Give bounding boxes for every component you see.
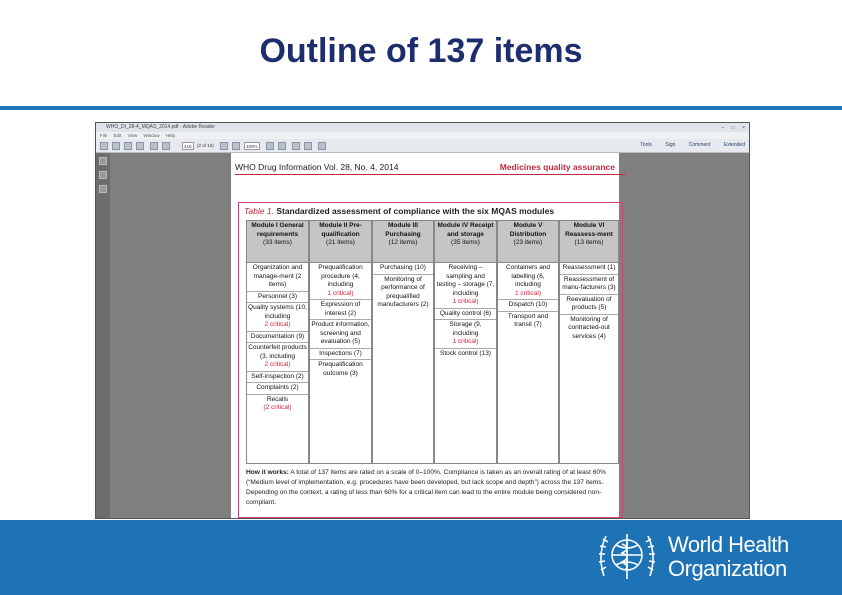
table-caption-title: Standardized assessment of compliance with the six MQAS modules: [276, 206, 555, 216]
item-text: Product information, screening and evaluation (5): [311, 321, 370, 345]
item-text: Storage (9, including: [449, 321, 482, 337]
item-critical: 1 critical): [452, 338, 479, 345]
item-critical: 2 critical): [264, 321, 291, 328]
item-critical: 1 critical): [327, 289, 354, 297]
maximize-button[interactable]: □: [731, 125, 735, 131]
create-icon[interactable]: [112, 142, 120, 150]
who-name-line-2: Organization: [668, 556, 787, 581]
module-item: [498, 312, 558, 331]
extended-link[interactable]: Extended: [723, 142, 745, 148]
page-thumbnails-icon[interactable]: [99, 157, 107, 165]
item-text: Transport and transit (7): [507, 312, 549, 328]
module-item: [310, 263, 371, 300]
module-item: [247, 292, 308, 304]
how-it-works-label: How it works:: [246, 469, 289, 476]
item-text: Reassessment (1): [562, 264, 616, 271]
module-item: [373, 275, 433, 311]
close-button[interactable]: ×: [742, 125, 745, 131]
attachments-icon[interactable]: [99, 185, 107, 193]
open-icon[interactable]: [100, 142, 108, 150]
item-text: Complaints (2): [256, 384, 299, 391]
viewer-toolbar: [96, 139, 749, 153]
module-item: [247, 303, 308, 332]
module-column-1: [246, 220, 309, 464]
module-header: [435, 221, 496, 263]
module-item: [498, 300, 558, 312]
zoom-input[interactable]: 100%: [244, 142, 260, 150]
item-text: Reevaluation of products (5): [566, 295, 612, 311]
module-item: [247, 343, 308, 372]
module-column-6: [559, 220, 619, 464]
module-item: [310, 300, 371, 320]
menu-edit[interactable]: Edit: [113, 133, 122, 138]
module-header: [310, 221, 371, 263]
sign-link[interactable]: Sign: [665, 142, 676, 148]
item-text: Documentation (9): [250, 332, 305, 340]
fit-width-icon[interactable]: [278, 142, 286, 150]
module-count: (35 items): [451, 239, 480, 246]
slide-title: Outline of 137 items: [259, 32, 583, 70]
module-count: (23 items): [513, 239, 543, 246]
item-critical: 1 critical): [514, 289, 541, 297]
full-screen-icon[interactable]: [318, 142, 326, 150]
print-icon[interactable]: [124, 142, 132, 150]
module-title: Module IV Receipt and storage: [437, 222, 494, 238]
module-column-4: [434, 220, 497, 464]
menu-window[interactable]: Window: [143, 133, 160, 138]
section-header: Medicines quality assurance: [499, 162, 615, 172]
window-controls: [715, 124, 745, 133]
fit-page-icon[interactable]: [266, 142, 274, 150]
module-header: [247, 221, 308, 263]
module-item: [498, 263, 558, 300]
minimize-button[interactable]: –: [721, 125, 725, 131]
page-number-input[interactable]: 415: [182, 142, 194, 150]
modules-table: [246, 220, 619, 464]
how-it-works-note: [246, 468, 614, 508]
module-item: [435, 309, 496, 321]
item-text: Counterfeit products (3, including: [248, 344, 307, 360]
table-caption: [244, 206, 554, 216]
module-header: [498, 221, 558, 263]
item-text: Monitoring of performance of prequalified manufacturers (2): [377, 275, 429, 308]
table-box: [238, 202, 623, 518]
viewer-title-bar: [96, 123, 749, 132]
email-icon[interactable]: [136, 142, 144, 150]
item-text: Monitoring of contracted-out services (4): [568, 315, 610, 340]
who-emblem-icon: [592, 524, 662, 586]
module-item: [247, 332, 308, 344]
page-down-icon[interactable]: [162, 142, 170, 150]
module-header: [560, 221, 618, 263]
header-rule: [235, 174, 625, 175]
module-title: Module VI Reassess-ment: [565, 222, 613, 238]
module-item: [373, 263, 433, 275]
item-critical: 1 critical): [452, 298, 479, 305]
how-it-works-text: A total of 137 items are rated on a scale of 0–100%. Compliance is taken as an overall rating of at least 60% (“Medium level of implementation, e.g. procedures have been developed, but lack scope and depth”) across the 137 items. Depending on the context, a rating of less than 60% for a critical item can lead to the entire module being considered non-compliant.: [246, 469, 606, 506]
viewer-window-title: WHO_DI_28-4_MQAS_2014.pdf - Adobe Reader: [106, 124, 215, 130]
module-count: (12 items): [388, 239, 418, 246]
module-item: [560, 263, 618, 275]
item-text: Self-inspection (2): [251, 372, 304, 380]
comment-icon[interactable]: [292, 142, 300, 150]
module-column-5: [497, 220, 559, 464]
module-item: [560, 275, 618, 295]
item-text: Purchasing (10): [380, 264, 426, 271]
item-text: Reassessment of manu-facturers (3): [562, 275, 616, 291]
item-text: Containers and labelling (6, including: [505, 264, 551, 288]
journal-header: WHO Drug Information Vol. 28, No. 4, 2014: [235, 162, 399, 172]
module-item: [435, 320, 496, 349]
page-count: (2 of 10): [197, 143, 214, 148]
menu-view[interactable]: View: [127, 133, 138, 138]
item-text: Quality control (6): [439, 309, 492, 317]
module-item: [247, 395, 308, 414]
module-item: [247, 372, 308, 384]
item-critical: (2 critical): [263, 404, 292, 411]
module-item: [560, 295, 618, 315]
zoom-in-icon[interactable]: [232, 142, 240, 150]
comment-link[interactable]: Comment: [688, 142, 711, 148]
module-item: [247, 383, 308, 395]
module-column-3: [372, 220, 434, 464]
module-item: [560, 315, 618, 343]
menu-help[interactable]: Help: [165, 133, 176, 138]
module-column-2: [309, 220, 372, 464]
bookmarks-icon[interactable]: [99, 171, 107, 179]
highlight-icon[interactable]: [304, 142, 312, 150]
item-text: Prequalification procedure (4, including: [318, 264, 363, 288]
item-critical: 2 critical): [264, 361, 291, 368]
module-item: [310, 349, 371, 361]
item-text: Prequalification outcome (3): [318, 361, 363, 377]
menu-file[interactable]: File: [100, 133, 108, 138]
module-title: Module I General requirements: [251, 222, 304, 238]
module-item: [310, 360, 371, 379]
module-item: [435, 263, 496, 309]
item-text: Inspections (7): [319, 349, 362, 357]
tools-link[interactable]: Tools: [640, 142, 652, 148]
module-count: (21 items): [326, 239, 355, 246]
pdf-page: [231, 153, 619, 519]
module-item: [247, 263, 308, 292]
module-item: [310, 320, 371, 349]
pdf-viewer-screenshot: [95, 122, 750, 519]
table-caption-label: Table 1.: [244, 206, 274, 216]
item-text: Dispatch (10): [508, 301, 548, 308]
module-item: [435, 349, 496, 360]
module-count: (33 items): [263, 239, 292, 246]
navigation-rail: [96, 153, 110, 519]
item-text: Quality systems (10, including: [248, 304, 307, 320]
viewer-right-links: [628, 142, 745, 148]
module-title: Module III Purchasing: [385, 222, 421, 238]
zoom-out-icon[interactable]: [220, 142, 228, 150]
module-title: Module V Distribution: [509, 222, 547, 238]
item-text: Recalls: [266, 395, 289, 403]
module-header: [373, 221, 433, 263]
item-text: Personnel (3): [257, 292, 298, 300]
module-title: Module II Pre-qualification: [319, 222, 362, 238]
title-divider: [0, 106, 842, 110]
page-up-icon[interactable]: [150, 142, 158, 150]
item-text: Stock control (13): [440, 349, 491, 357]
who-name-line-1: World Health: [668, 532, 789, 557]
viewer-menu-bar: [96, 132, 749, 139]
item-text: Receiving – sampling and testing – storage (7, including: [436, 264, 495, 297]
item-text: Expression of interest (2): [320, 301, 361, 317]
item-text: Organization and manage-ment (2 items): [252, 264, 303, 288]
module-count: (13 items): [574, 239, 604, 246]
